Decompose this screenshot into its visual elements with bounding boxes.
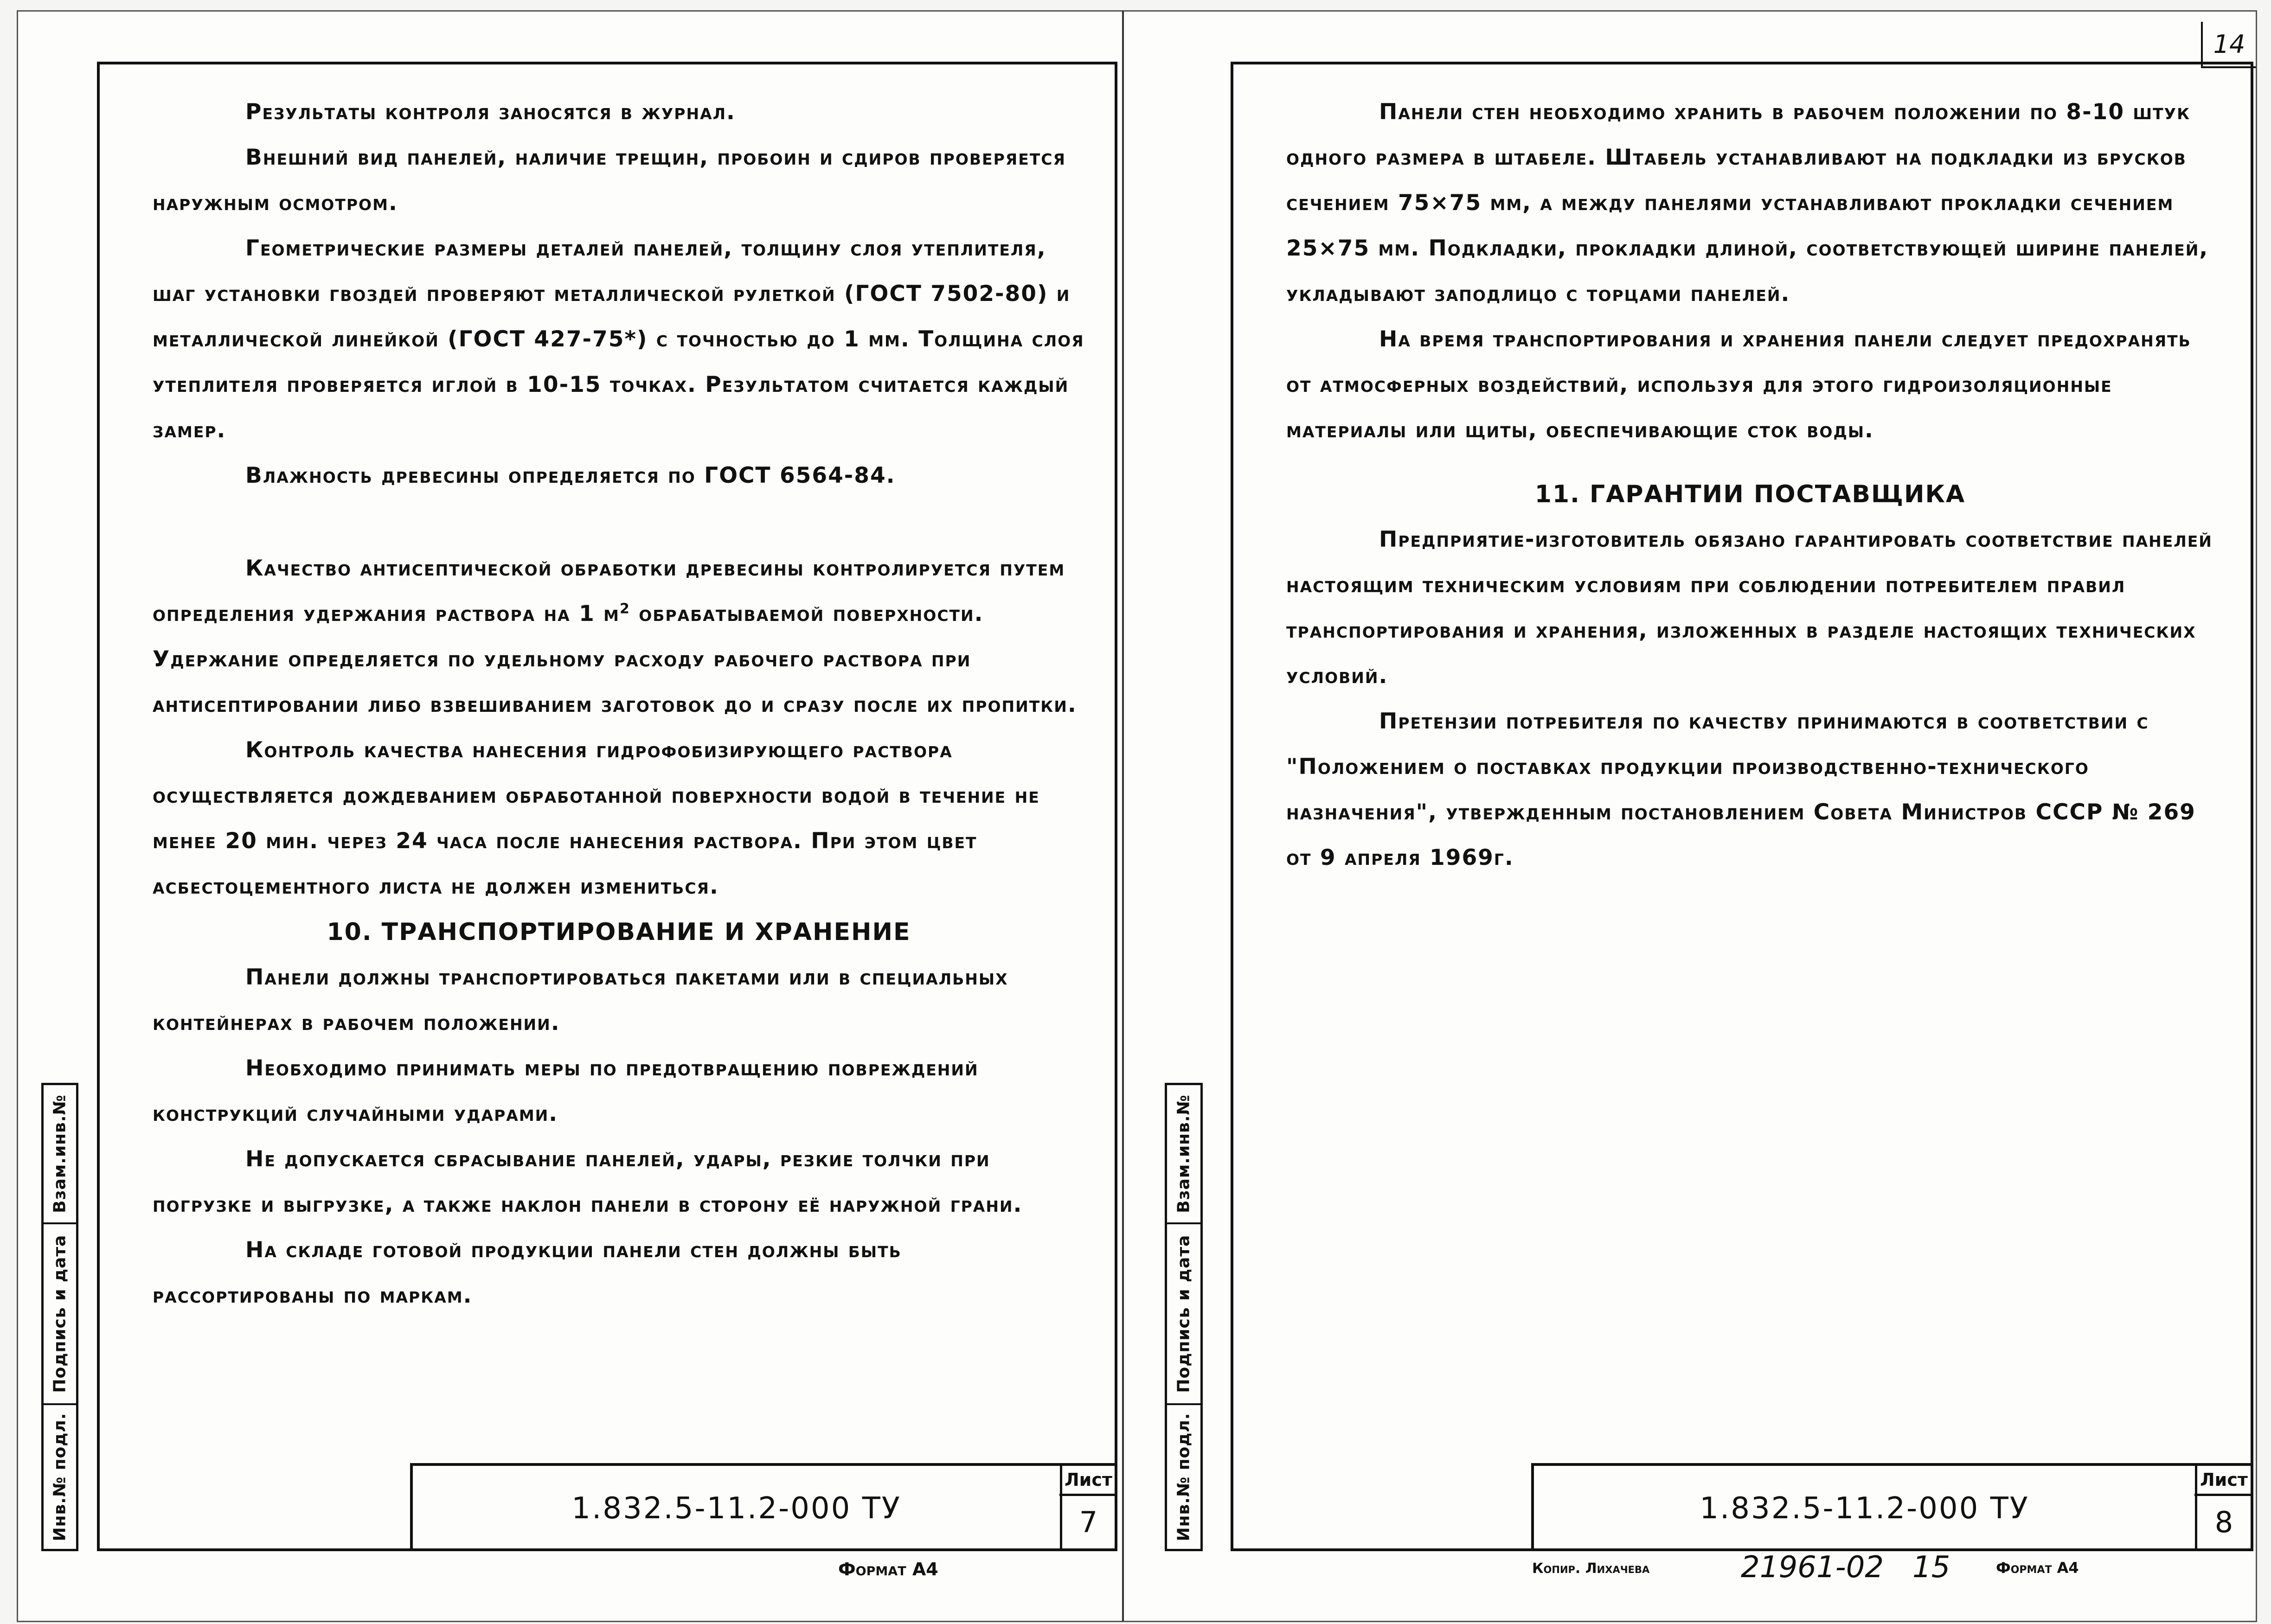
right-paragraph: Претензии потребителя по качеству принимаются в соответствии с "Положением о поставках продукции производственно-технического назначения", утвержденным постановлением Совета Министров СССР № 269 от 9 апреля 1969г. (1286, 709, 2196, 870)
sidebar-label: Взам.инв.№ (50, 1094, 70, 1213)
right-paragraph: Предприятие-изготовитель обязано гарантировать соответствие панелей настоящим техническим условиям при соблюдении потребителем правил транспортирования и хранения, изложенных в разделе настоящих технических условий. (1286, 527, 2213, 689)
sidebar-cell-inv-podl (1167, 1405, 1200, 1549)
left-paragraph: Необходимо принимать меры по предотвращению повреждений конструкций случайными ударами. (153, 1055, 979, 1126)
sidebar-cell-vzam-inv (1167, 1085, 1200, 1224)
right-paragraph: На время транспортирования и хранения панели следует предохранять от атмосферных воздействий, используя для этого гидроизоляционные материалы или щиты, обеспечивающие сток воды. (1286, 326, 2191, 443)
antiseptic-superscript: 2 (619, 601, 630, 617)
sidebar-label: Инв.№ подл. (1174, 1413, 1193, 1541)
sheet-label: Лист (2194, 1466, 2253, 1496)
sheet-number: 7 (1079, 1505, 1098, 1539)
right-approval-sidebar (1165, 1083, 1203, 1551)
antiseptic-text-after: обрабатываемой поверхности. Удержание определяется по удельному расходу рабочего раствора при антисептировании либо взвешиванием заготовок до и сразу после их пропитки. (153, 601, 1077, 717)
left-page-text (153, 90, 1085, 1318)
left-paragraph: Контроль качества нанесения гидрофобизирующего раствора осуществляется дождеванием обработанной поверхности водой в течение не менее 20 мин. через 24 часа после нанесения раствора. При этом цвет асбестоцементного листа не должен измениться. (153, 737, 1040, 899)
sidebar-cell-inv-podl (44, 1405, 76, 1549)
left-paragraph: Внешний вид панелей, наличие трещин, пробоин и сдиров проверяется наружным осмотром. (153, 145, 1066, 216)
section-heading-10: 10. ТРАНСПОРТИРОВАНИЕ И ХРАНЕНИЕ (327, 918, 911, 946)
right-sheet (1122, 10, 2257, 1622)
sidebar-cell-signature-date (1167, 1224, 1200, 1405)
document-code: 1.832.5-11.2-000 ТУ (413, 1466, 1062, 1551)
left-paragraph: Геометрические размеры деталей панелей, толщину слоя утеплителя, шаг установки гвоздей проверяют металлической рулеткой (ГОСТ 7502-80) и металлической линейкой (ГОСТ 427-75*) с точностью до 1 мм. Толщина слоя утеплителя проверяется иглой в 10-15 точках. Результатом считается каждый замер. (153, 236, 1084, 443)
sidebar-cell-vzam-inv (44, 1085, 76, 1224)
left-title-block (410, 1463, 1117, 1551)
format-note: Формат А4 (838, 1559, 938, 1579)
sidebar-label: Взам.инв.№ (1174, 1094, 1193, 1213)
document-code: 1.832.5-11.2-000 ТУ (1534, 1466, 2197, 1551)
left-paragraph: Панели должны транспортироваться пакетами или в специальных контейнерах в рабочем положении. (153, 965, 1008, 1036)
left-paragraph: Влажность древесины определяется по ГОСТ 6564-84. (245, 463, 896, 488)
left-sheet (17, 10, 1122, 1622)
sidebar-cell-signature-date (44, 1224, 76, 1405)
left-paragraph: Не допускается сбрасывание панелей, удары, резкие толчки при погрузке и выгрузке, а также наклон панели в сторону её наружной грани. (153, 1146, 1023, 1217)
handwritten-code: 21961-02 (1741, 1550, 1884, 1585)
section-heading-11: 11. ГАРАНТИИ ПОСТАВЩИКА (1534, 480, 1966, 508)
right-paragraph: Панели стен необходимо хранить в рабочем положении по 8-10 штук одного размера в штабеле. Штабель устанавливают на подкладки из брусков сечением 75×75 мм, а между панелями устанавливают прокладки сечением 25×75 мм. Подкладки, прокладки длиной, соответствующей ширине панелей, укладывают заподлицо с торцами панелей. (1286, 99, 2209, 307)
corner-page-number: 14 (2213, 29, 2245, 59)
sheet-number: 8 (2214, 1505, 2233, 1539)
right-title-block (1531, 1463, 2253, 1551)
sidebar-label: Подпись и дата (1174, 1234, 1193, 1393)
handwritten-page: 15 (1912, 1550, 1950, 1585)
right-page-text (1286, 90, 2214, 881)
left-paragraph-antiseptic (153, 546, 1085, 728)
sheet-label: Лист (1059, 1466, 1117, 1496)
antiseptic-text-before: Качество антисептической обработки древесины контролируется путем определения удержания раствора на 1 м (153, 556, 1065, 627)
corner-page-number-box (2201, 22, 2256, 68)
left-approval-sidebar (41, 1083, 78, 1551)
format-note: Формат А4 (1996, 1559, 2079, 1577)
sidebar-label: Подпись и дата (50, 1234, 70, 1393)
left-paragraph: На складе готовой продукции панели стен должны быть рассортированы по маркам. (153, 1237, 902, 1308)
sidebar-label: Инв.№ подл. (50, 1413, 70, 1541)
left-paragraph: Результаты контроля заносятся в журнал. (245, 99, 736, 125)
copier-note: Копир. Лихачева (1532, 1560, 1650, 1577)
